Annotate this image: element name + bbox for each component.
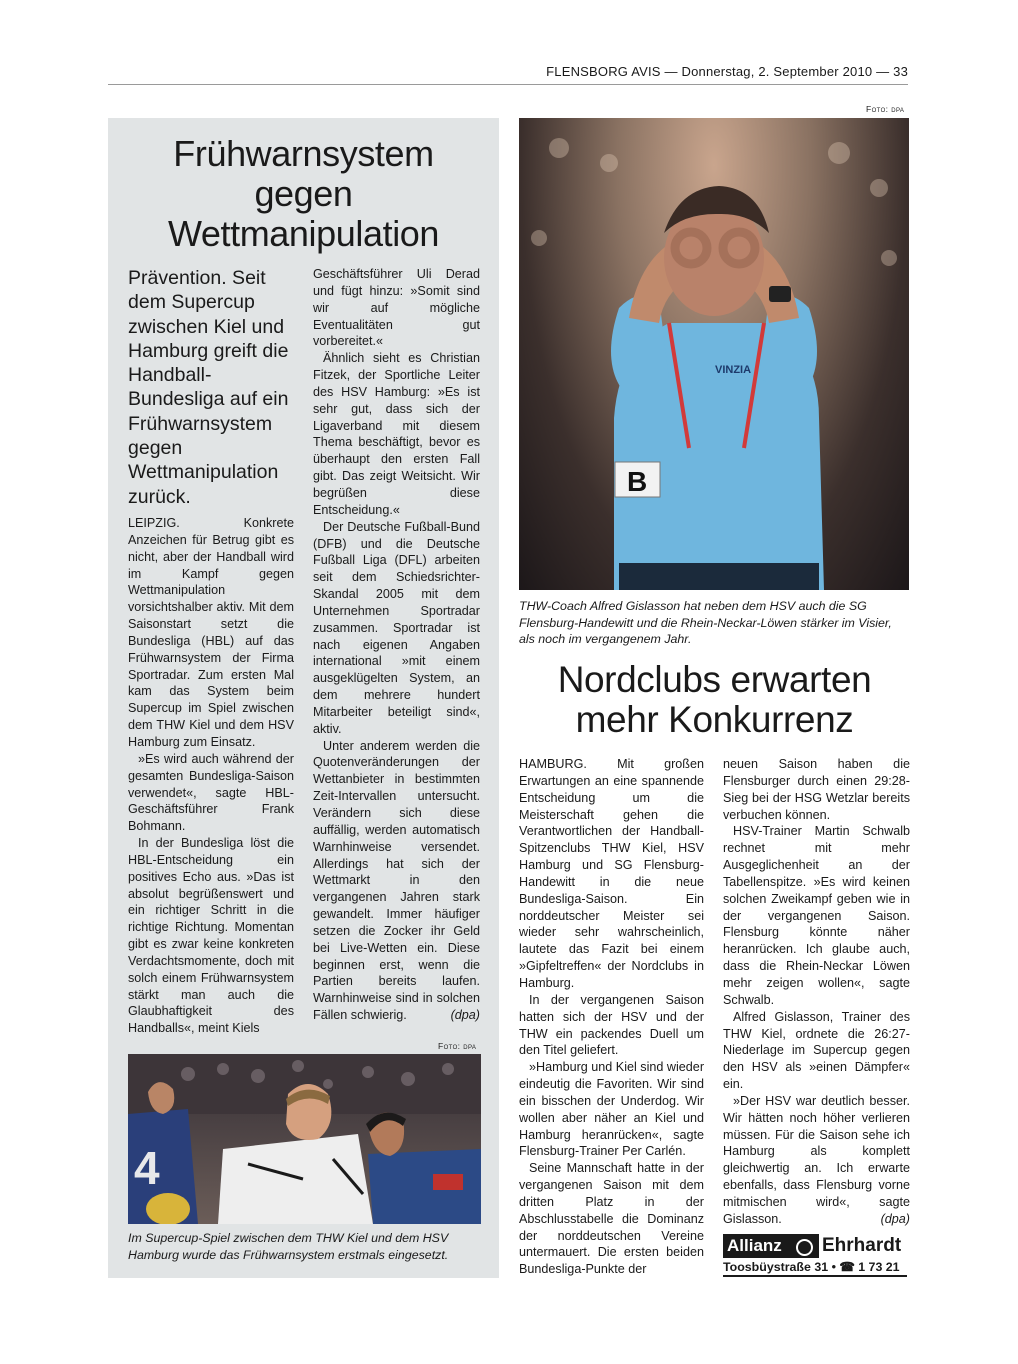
paragraph [313,738,480,1024]
headline-line-2: gegen [254,173,353,214]
paragraph: Seine Mannschaft hatte in der vergangenen Saison mit dem dritten Platz in der Abschlusstabelle die Dominanz der norddeutschen Vereine untermauert. Die ersten beiden Bundesliga-Punkte der [519,1161,704,1277]
paragraph [723,1093,910,1228]
accreditation-badge: B [627,466,648,497]
paragraph: In der Bundesliga löst die HBL-Entscheidung ein positives Echo aus. »Das ist absolut begrüßenswert und ein richtiger Schritt in die richtige Richtung. Momentan gibt es zwar keine konkreten Verdachtsmomente, doch mit solch einem Frühwarnsystem stärkt man auch die Glaubhaftigkeit des Handballs«, meint Kiels [128,836,294,1036]
paragraph-text: »Der HSV war deutlich besser. Wir hätten noch höher verlieren müssen. Für die Saison sehe ich Hamburg als komplett gleichwertig an. Ich erwarte ebenfalls, dass Flensburg vorne mitmischen wird«, sagte Gislasson. [723,1093,910,1226]
paragraph: In der vergangenen Saison hatten sich der HSV und der THW ein packendes Duell um den Titel geliefert. [519,992,704,1058]
allianz-logo [723,1234,819,1258]
paragraph: LEIPZIG. Konkrete Anzeichen für Betrug gibt es nicht, aber der Handball wird im Kampf gegen Wettmanipulation vorsichtshalber aktiv. Mit dem Saisonstart setzt die Bundesliga (HBL) auf das Frühwarnsystem der Firma Sportradar. Zum ersten Mal kam das System beim Supercup im Spiel zwischen dem THW Kiel und dem HSV Hamburg zum Einsatz. [128,516,294,749]
paragraph-text: Unter anderem werden die Quotenveränderungen der Wettanbieter in bestimmten Zeit-Intervallen untersucht. Verändern sich diese auffällig, werden automatisch Warnhinweise versendet. Allerdings hat sich der Wettmarkt in den vergangenen Jahren stark gewandelt. Immer häufiger setzen die Zocker ihr Geld bei Live-Wetten ein. Diese beginnen erst, wenn die Partien bereits laufen. Warnhinweise sind in solchen Fällen schwierig. [313,738,480,1023]
ad-brand-text: Allianz [727,1236,782,1255]
photo-caption-coach: THW-Coach Alfred Gislasson hat neben dem HSV auch die SG Flensburg-Handewitt und die Rhein-Neckar-Löwen stärker im Visier, als noch im vergangenem Jahr. [519,599,892,646]
photo-handball-match [128,1054,481,1224]
article2-headline [519,660,910,740]
paragraph: neuen Saison haben die Flensburger durch einen 29:28-Sieg bei der HSG Wetzlar bereits verbuchen können. [723,757,910,822]
paragraph: Ähnlich sieht es Christian Fitzek, der Sportliche Leiter des HSV Hamburg: »Es ist sehr gut, dass sich der Ligaverband mit diesem Thema beschäftigt, bevor es überhaupt den ersten Fall gibt. Das zeigt Weitsicht. Wir begrüßen diese Entscheidung.« [313,351,480,517]
paragraph: Geschäftsführer Uli Derad und fügt hinzu: »Somit sind wir auf mögliche Eventualitäten gut vorbereitet.« [313,267,480,349]
article1-column-1 [128,515,294,1037]
photo-caption-supercup: Im Supercup-Spiel zwischen dem THW Kiel und dem HSV Hamburg wurde das Frühwarnsystem erstmals eingesetzt. [128,1231,449,1262]
paragraph: »Es wird auch während der gesamten Bundesliga-Saison verwendet«, sagte HBL-Geschäftsführer Frank Bohmann. [128,751,294,834]
article1-lead: Prävention. Seit dem Supercup zwischen Kiel und Hamburg greift die Handball-Bundesliga auf ein Frühwarnsystem gegen Wettmanipulation zurück. [128,267,289,508]
photo-credit: Foto: dpa [866,104,905,114]
coach-illustration [519,118,909,590]
allianz-logo-icon [796,1239,813,1256]
page-header [108,64,908,85]
paragraph: HSV-Trainer Martin Schwalb rechnet mit mehr Ausgeglichenheit an der Tabellenspitze. »Es wird keinen solchen Zweikampf geben wie in der vergangenen Saison. Flensburg könnte näher heranrücken. Ich glaube auch, dass die Rhein-Neckar Löwen mehr zeigen wollen«, sagte Schwalb. [723,824,910,1007]
headline-line-1: Frühwarnsystem [173,133,434,174]
jersey-number: 4 [134,1142,160,1194]
byline-dpa: (dpa) [880,1211,910,1226]
ad-agent-name: Ehrhardt [822,1235,902,1256]
handball-players-illustration [128,1054,481,1224]
headline-line-1: Nordclubs erwarten [557,659,872,700]
paragraph: »Hamburg und Kiel sind wieder eindeutig die Favoriten. Wir sind ein bisschen der Underdog. Wir wollen aber näher an Kiel und Hamburg heranrücken«, sagte Flensburg-Trainer Per Carlén. [519,1060,705,1159]
byline-dpa: (dpa) [450,1008,480,1023]
paragraph: HAMBURG. Mit großen Erwartungen an eine spannende Entscheidung um die Meisterschaft gehen die Verantwortlichen der Handball-Spitzenclubs THW Kiel, HSV Hamburg und SG Flensburg-Handewitt in die neue Bundesliga-Saison. Ein norddeutscher Meister sei wieder sehr wahrscheinlich, lautete das Fazit bei einem »Gipfeltreffen« der Nordclubs in Hamburg. [519,757,704,990]
paragraph: Alfred Gislasson, Trainer des THW Kiel, ordnete die 26:27-Niederlage im Supercup gegen den HSV als »einen Dämpfer« ein. [723,1009,910,1092]
article1-headline [108,134,499,254]
paragraph: Der Deutsche Fußball-Bund (DFB) und die Deutsche Fußball Liga (DFL) arbeiten seit dem Schiedsrichter-Skandal 2005 mit dem Unternehmen Sportradar zusammen. Sportradar ist nach eigenen Angaben international »mit einem ausgeklügelten System, an dem mehrere hundert Mitarbeiter beteiligt sind«, aktiv. [313,519,480,736]
masthead-text: FLENSBORG AVIS — Donnerstag, 2. September 2010 — 33 [546,64,908,79]
ad-address: Toosbüystraße 31 • ☎ 1 73 21 [723,1260,907,1277]
headline-line-2: mehr Konkurrenz [575,699,854,740]
article1-column-2 [313,266,480,1024]
photo-thw-coach [519,118,909,590]
headline-line-3: Wettmanipulation [167,213,440,254]
article2-column-2 [723,756,910,1228]
shirt-sponsor: VINZIA [715,364,752,376]
article2-column-1 [519,756,704,1278]
photo-credit: Foto: dpa [438,1041,477,1051]
advertisement-allianz[interactable] [723,1232,907,1276]
